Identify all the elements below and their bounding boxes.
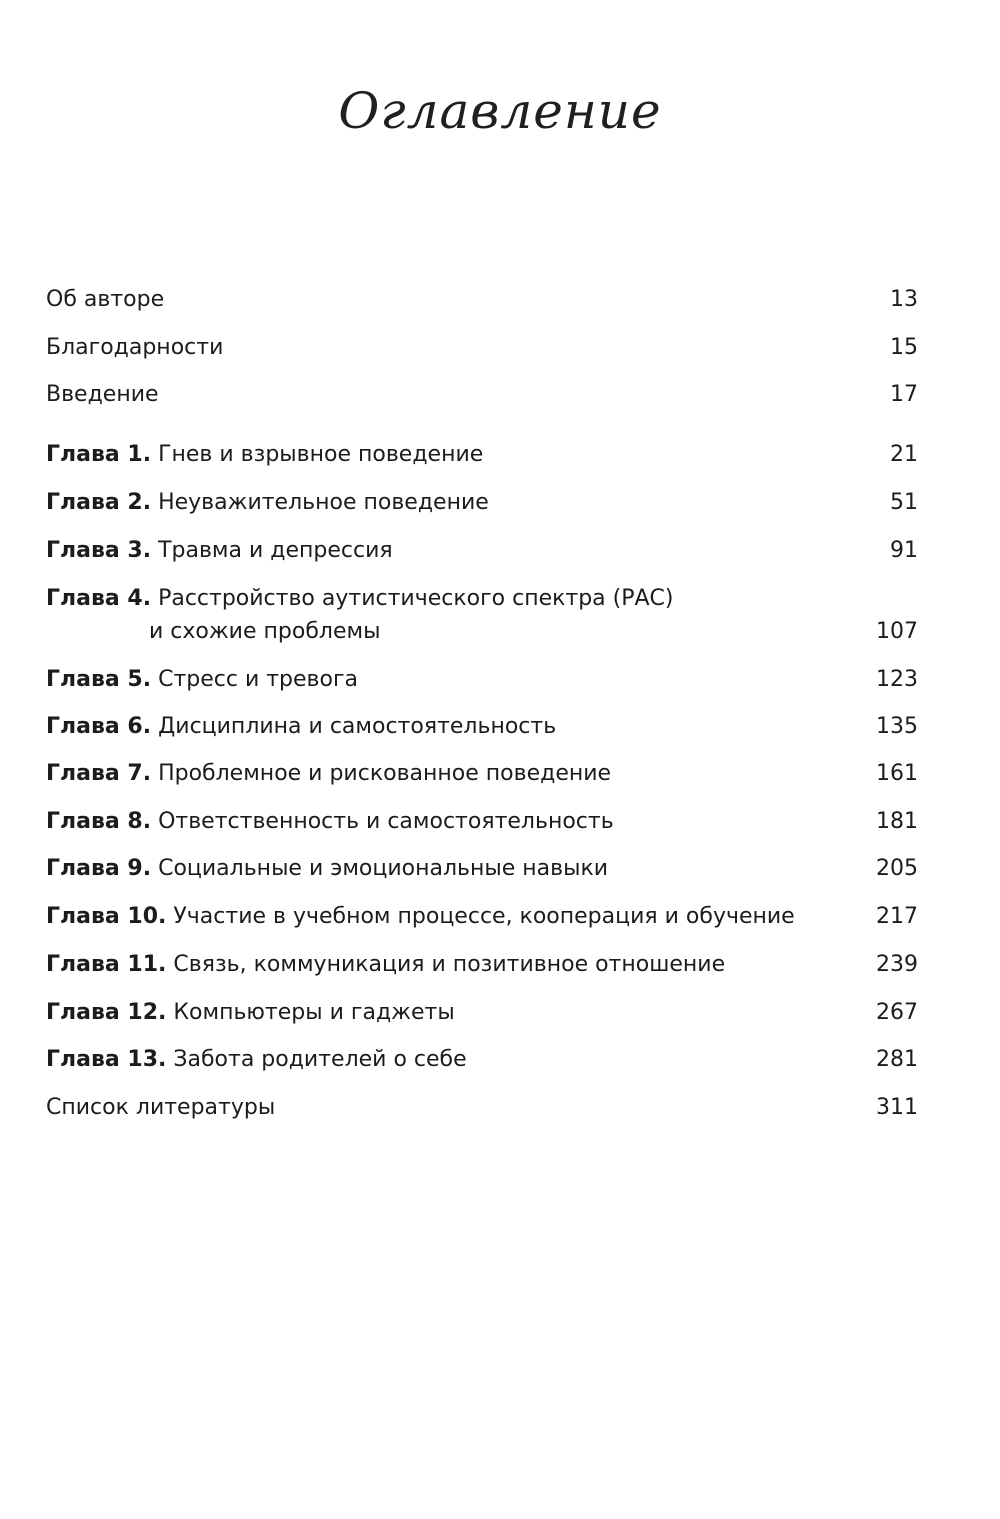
toc-entry-page: 21	[890, 442, 918, 467]
chapter-title: Забота родителей о себе	[173, 1047, 467, 1072]
chapter-number: Глава 10.	[46, 904, 167, 929]
toc-entry-page: 281	[876, 1047, 918, 1072]
toc-entry-introduction[interactable]	[46, 378, 918, 411]
chapter-title: Расстройство аутистического спектра (РАС)	[158, 586, 674, 611]
toc-entry-label: Введение	[46, 382, 159, 407]
toc-entry-page: 161	[876, 761, 918, 786]
chapter-title: Ответственность и самостоятельность	[158, 809, 614, 834]
toc-entry-chapter-13[interactable]	[46, 1043, 918, 1076]
chapter-title: Компьютеры и гаджеты	[173, 1000, 455, 1025]
toc-entry-page: 311	[876, 1095, 918, 1120]
toc-entry-page: 17	[890, 382, 918, 407]
chapter-title: Социальные и эмоциональные навыки	[158, 856, 609, 881]
toc-entry-about-author[interactable]	[46, 283, 918, 316]
toc-entry-page: 51	[890, 490, 918, 515]
chapter-number: Глава 5.	[46, 667, 152, 692]
toc-entry-page: 135	[876, 714, 918, 739]
toc-entry-chapter-7[interactable]	[46, 757, 918, 790]
page-title: Оглавление	[338, 82, 662, 140]
chapter-title: Гнев и взрывное поведение	[158, 442, 484, 467]
chapter-number: Глава 4.	[46, 586, 152, 611]
toc-entry-label: Об авторе	[46, 287, 165, 312]
toc-entry-page: 217	[876, 904, 918, 929]
chapter-number: Глава 13.	[46, 1047, 167, 1072]
chapter-number: Глава 11.	[46, 952, 167, 977]
toc-entry-chapter-10[interactable]	[46, 900, 918, 933]
toc-entry-chapter-6[interactable]	[46, 710, 918, 743]
toc-entry-page: 15	[890, 335, 918, 360]
chapter-title: Участие в учебном процессе, кооперация и обучение	[173, 904, 795, 929]
chapter-number: Глава 8.	[46, 809, 152, 834]
toc-entry-label: Список литературы	[46, 1095, 276, 1120]
chapter-number: Глава 1.	[46, 442, 152, 467]
toc-entry-chapter-9[interactable]	[46, 852, 918, 885]
toc-entry-page: 181	[876, 809, 918, 834]
toc-entry-page: 123	[876, 667, 918, 692]
chapter-title: Дисциплина и самостоятельность	[158, 714, 557, 739]
chapter-number: Глава 2.	[46, 490, 152, 515]
toc-entry-chapter-12[interactable]	[46, 996, 918, 1029]
toc-entry-chapter-3[interactable]	[46, 534, 918, 567]
toc-entry-page: 205	[876, 856, 918, 881]
toc-entry-acknowledgements[interactable]	[46, 331, 918, 364]
chapter-number: Глава 7.	[46, 761, 152, 786]
chapter-number: Глава 6.	[46, 714, 152, 739]
chapter-number: Глава 12.	[46, 1000, 167, 1025]
toc-entry-references[interactable]	[46, 1091, 918, 1124]
toc-entry-page: 267	[876, 1000, 918, 1025]
chapter-title: Травма и депрессия	[158, 538, 393, 563]
chapter-number: Глава 3.	[46, 538, 152, 563]
toc-entry-chapter-2[interactable]	[46, 486, 918, 519]
toc-entry-page: 107	[876, 619, 918, 644]
chapter-title: Проблемное и рискованное поведение	[158, 761, 612, 786]
chapter-title: Связь, коммуникация и позитивное отношение	[173, 952, 726, 977]
toc-entry-label: Благодарности	[46, 335, 224, 360]
toc-entry-chapter-1[interactable]	[46, 438, 918, 471]
toc-entry-page: 13	[890, 287, 918, 312]
chapter-title-continued: и схожие проблемы	[149, 619, 381, 644]
chapter-number: Глава 9.	[46, 856, 152, 881]
toc-entry-chapter-11[interactable]	[46, 948, 918, 981]
toc-entry-page: 239	[876, 952, 918, 977]
toc-entry-chapter-8[interactable]	[46, 805, 918, 838]
toc-entry-chapter-4[interactable]	[46, 582, 918, 648]
toc-entry-chapter-5[interactable]	[46, 663, 918, 696]
chapter-title: Неуважительное поведение	[158, 490, 489, 515]
toc-entry-page: 91	[890, 538, 918, 563]
chapter-title: Стресс и тревога	[158, 667, 359, 692]
